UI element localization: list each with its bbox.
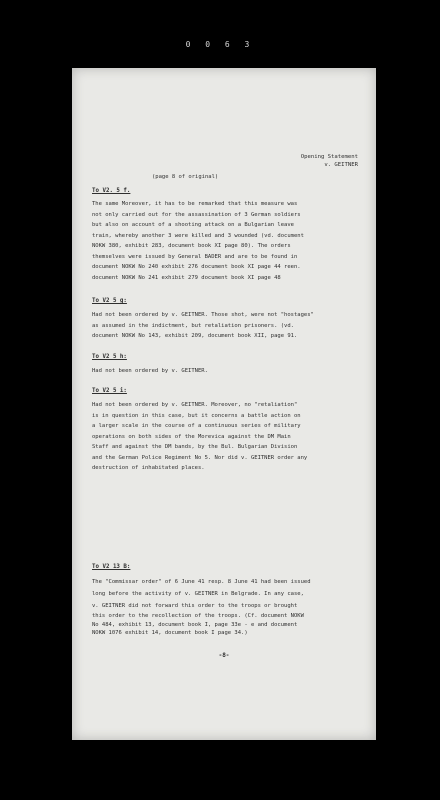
section-body [92,400,362,474]
document-page [72,68,376,740]
section-heading: To V2 5 i: [92,388,127,394]
text-line: destruction of inhabitated places. [92,465,205,471]
text-line: document NOKW No 241 exhibit 279 document book XI page 48 [92,274,281,281]
text-line: Had not been ordered by v. GEITNER. [92,368,208,374]
header-subject: v. GEITNER [324,161,358,168]
section-heading: To V2. 5 f. [92,188,131,194]
archive-frame-number: 0 0 6 3 [185,40,255,49]
text-line: Staff and against the DM bands, by the Bul. Bulgarian Division [92,444,298,450]
text-line: is in question in this case, but it concerns a battle action on [92,412,301,419]
text-line: not only carried out for the assassination of 3 German soldiers [92,211,301,218]
text-line: NOKW 380, exhibit 283, document book XI page 80). The orders [92,243,291,249]
text-line: train, whereby another 3 were killed and 3 wounded (vd. document [92,232,304,239]
section-body [92,199,362,283]
text-line: NOKW 1076 exhibit 14, document book I page 34.) [92,630,248,637]
text-line: No 484, exhibit 13, document book I, page 33e - e and document [92,621,298,628]
text-line: document NOKW No 143, exhibit 209, document book XII, page 91. [92,333,298,339]
section-body [92,366,362,377]
text-line: this order to the recollection of the troops. (Cf. document NOKW [92,613,304,619]
header-title: Opening Statement [300,154,358,160]
text-line: v. GEITNER did not forward this order to the troops or brought [92,603,298,609]
text-line: themselves were issued by General BADER and are to be found in [92,253,298,260]
section-body [92,576,362,638]
text-line: long before the activity of v. GEITNER in Belgrade. In any case, [92,591,304,597]
text-line: operations on both sides of the Morevica against the DM Main [92,433,291,440]
text-line: as assumed in the indictment, but retaliation prisoners. (vd. [92,322,294,329]
text-line: document NOKW No 240 exhibit 276 document book XI page 44 reen. [92,264,301,270]
section-heading: To V2 13 B: [92,564,131,570]
section-heading: To V2 5 h: [92,354,127,360]
text-line: Had not been ordered by v. GEITNER. Moreover, no "retaliation" [92,402,298,408]
text-line: Had not been ordered by v. GEITNER. Those shot, were not "hostages" [92,312,314,318]
text-line: The same Moreover, it has to be remarked that this measure was [92,201,298,207]
page-number: -8- [218,652,230,659]
text-line: The "Commissar order" of 6 June 41 resp. 8 June 41 had been issued [92,579,311,585]
section-heading: To V2 5 g: [92,298,127,304]
text-line: a larger scale in the course of a continuous series of military [92,423,301,429]
document-header [301,154,358,169]
text-line: but also on account of a shooting attack on a Bulgarian leave [92,222,294,228]
page-of-original: (page 8 of original) [152,174,219,180]
section-body [92,310,362,342]
text-line: and the German Police Regiment No 5. Nor did v. GEITNER order any [92,454,308,461]
